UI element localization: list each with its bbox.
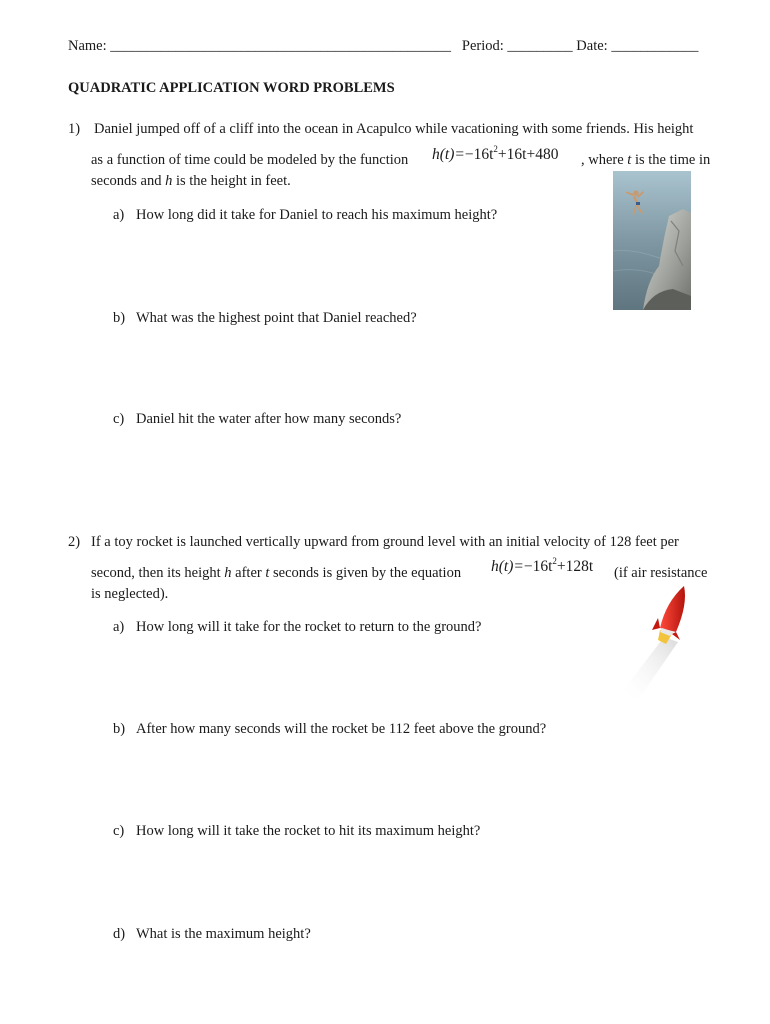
problem-text-line3	[91, 173, 291, 190]
name-label: Name:	[68, 38, 107, 54]
date-blank[interactable]: ____________	[611, 38, 699, 54]
problem-text-line1: Daniel jumped off of a cliff into the ocean in Acapulco while vacationing with some friends. His height	[94, 121, 694, 137]
equation-rest: +128t	[556, 558, 594, 576]
problem-number: 1)	[68, 121, 81, 137]
question-label: a)	[113, 619, 125, 635]
question-label: c)	[113, 823, 125, 839]
question-label: c)	[113, 411, 125, 427]
name-blank[interactable]: _______________________________________________	[110, 38, 452, 54]
variable-t: t	[265, 565, 270, 581]
question-text: How long did it take for Daniel to reach his maximum height?	[136, 207, 498, 223]
problem-text-line2	[91, 565, 461, 582]
problem-text-line2-suffix	[581, 152, 710, 169]
variable-h: h	[224, 565, 232, 581]
date-label: Date:	[576, 38, 608, 54]
period-blank[interactable]: _________	[507, 38, 573, 54]
problem-text-line2-suffix: (if air resistance	[614, 565, 708, 581]
worksheet-title: QUADRATIC APPLICATION WORD PROBLEMS	[68, 80, 395, 96]
problem-number: 2)	[68, 534, 81, 550]
line3-part: is the height in feet.	[172, 173, 291, 189]
equation-1	[432, 145, 558, 164]
line2-part: after	[231, 565, 266, 581]
line2-part: seconds is given by the equation	[269, 565, 462, 581]
equation-term-a: −16t	[464, 146, 494, 164]
question-text: How long will it take the rocket to hit its maximum height?	[136, 823, 481, 839]
equation-exponent: 2	[552, 556, 557, 566]
question-label: d)	[113, 926, 126, 942]
question-text: Daniel hit the water after how many seconds?	[136, 411, 402, 427]
question-text: What is the maximum height?	[136, 926, 311, 942]
cliff-diver-photo	[613, 171, 691, 310]
problem-text-line2: as a function of time could be modeled by the function	[91, 152, 409, 168]
rocket-illustration	[620, 582, 700, 702]
period-label: Period:	[461, 38, 504, 54]
header-line	[68, 38, 698, 55]
question-label: a)	[113, 207, 125, 223]
variable-t: t	[627, 152, 632, 168]
problem-text-line1: If a toy rocket is launched vertically upward from ground level with an initial velocity of 128 feet per	[91, 534, 679, 550]
equation-lhs: h(t)=	[432, 146, 465, 164]
equation-term-a: −16t	[523, 558, 553, 576]
problem-text-line3: is neglected).	[91, 586, 169, 602]
suffix-part: , where	[581, 152, 628, 168]
equation-rest: +16t+480	[497, 146, 559, 164]
question-text: After how many seconds will the rocket be 112 feet above the ground?	[136, 721, 547, 737]
variable-h: h	[165, 173, 173, 189]
suffix-part: is the time in	[631, 152, 711, 168]
equation-lhs: h(t)=	[491, 558, 524, 576]
line3-part: seconds and	[91, 173, 166, 189]
question-text: How long will it take for the rocket to return to the ground?	[136, 619, 482, 635]
line2-part: second, then its height	[91, 565, 225, 581]
question-text: What was the highest point that Daniel reached?	[136, 310, 417, 326]
question-label: b)	[113, 310, 126, 326]
equation-2	[491, 557, 593, 576]
question-label: b)	[113, 721, 126, 737]
equation-exponent: 2	[493, 144, 498, 154]
